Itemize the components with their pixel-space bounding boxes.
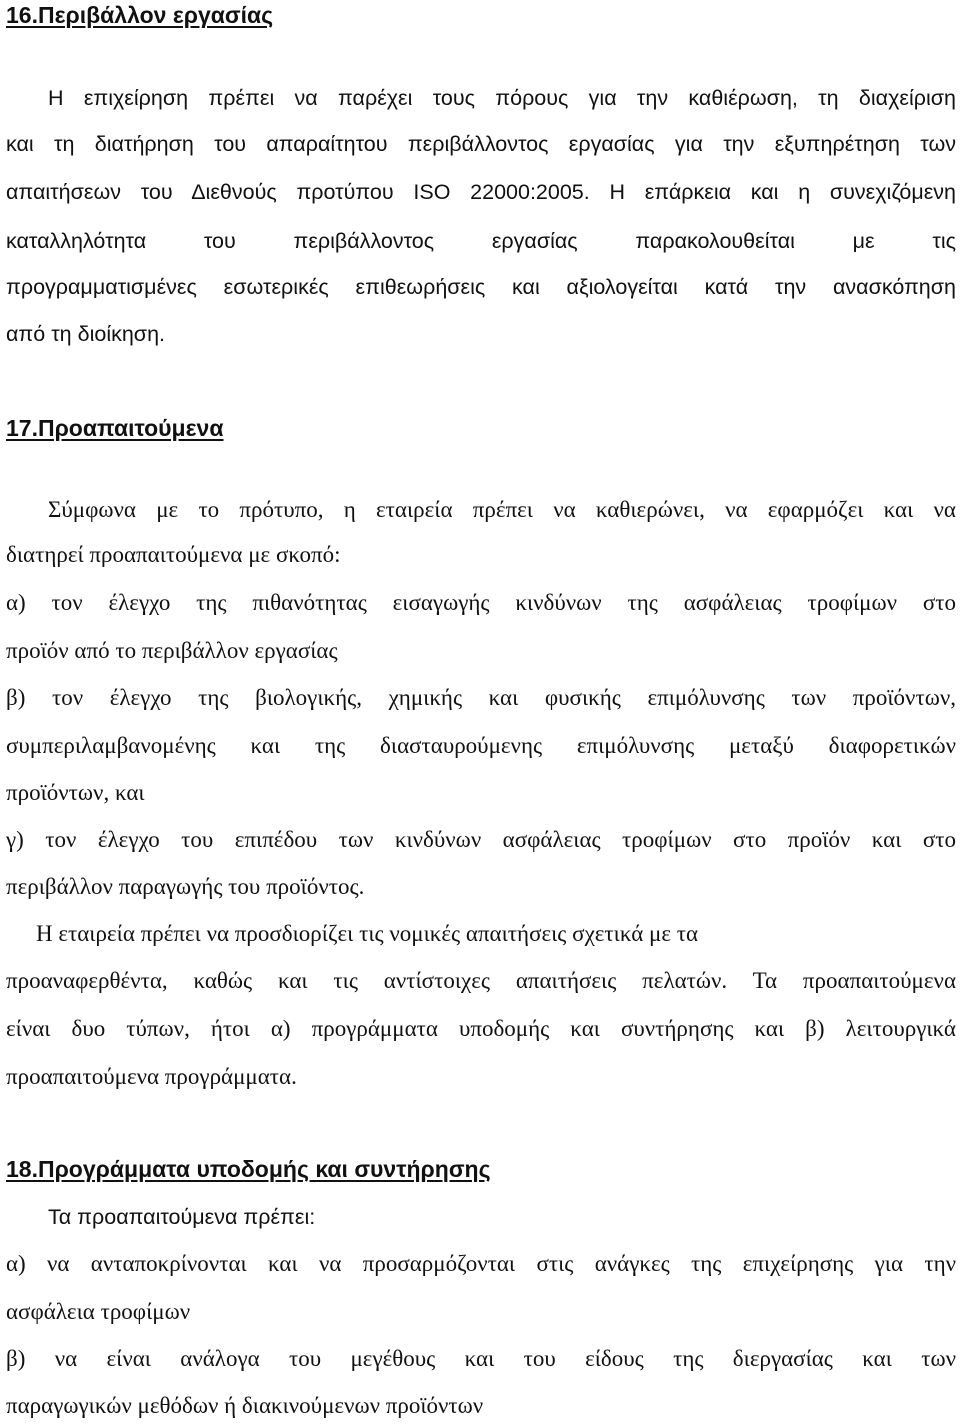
section-16-line-6: από τη διοίκηση. bbox=[6, 322, 166, 346]
section-17-line-12: είναι δυο τύπων, ήτοι α) προγράμματα υποδομής και συντήρησης και β) λειτουργικά bbox=[6, 1016, 956, 1041]
word: διεργασίας bbox=[732, 1346, 833, 1371]
section-17-line-9: περιβάλλον παραγωγής του προϊόντος. bbox=[6, 874, 365, 899]
word: παρακολουθείται bbox=[635, 229, 795, 253]
section-17-line-13: προαπαιτούμενα προγράμματα. bbox=[6, 1064, 297, 1089]
section-16-line-3: απαιτήσεων του Διεθνούς προτύπου ISO 22000:2005. Η επάρκεια και η συνεχιζόμενη bbox=[6, 180, 956, 204]
word: μεγέθους bbox=[350, 1346, 436, 1371]
section-16-line-1: Η επιχείρηση πρέπει να παρέχει τους πόρους για την καθιέρωση, τη διαχείριση bbox=[48, 86, 956, 110]
section-17-line-7: προϊόντων, και bbox=[6, 780, 145, 805]
word: β) bbox=[6, 1346, 26, 1371]
section-17-line-3: α) τον έλεγχο της πιθανότητας εισαγωγής κινδύνων της ασφάλειας τροφίμων στο bbox=[6, 590, 956, 615]
word: με bbox=[852, 229, 875, 253]
section-17-line-1: Σύμφωνα με το πρότυπο, η εταιρεία πρέπει να καθιερώνει, να εφαρμόζει και να bbox=[48, 497, 956, 522]
word: τις bbox=[932, 229, 956, 253]
section-17-line-10: Η εταιρεία πρέπει να προσδιορίζει τις νομικές απαιτήσεις σχετικά με τα bbox=[36, 921, 699, 946]
word: και bbox=[464, 1346, 495, 1371]
word: του bbox=[523, 1346, 556, 1371]
section-18-line-3: ασφάλεια τροφίμων bbox=[6, 1299, 191, 1324]
section-17-line-11: προαναφερθέντα, καθώς και τις αντίστοιχες απαιτήσεις πελατών. Τα προαπαιτούμενα bbox=[6, 968, 956, 993]
section-17-line-8: γ) τον έλεγχο του επιπέδου των κινδύνων ασφάλειας τροφίμων στο προϊόν και στο bbox=[6, 827, 956, 852]
section-16-heading: 16.Περιβάλλον εργασίας bbox=[6, 2, 274, 28]
section-16-line-2: και τη διατήρηση του απαραίτητου περιβάλλοντος εργασίας για την εξυπηρέτηση των bbox=[6, 132, 956, 156]
word: και bbox=[862, 1346, 892, 1371]
word: του bbox=[203, 229, 236, 253]
word: περιβάλλοντος bbox=[293, 229, 435, 253]
section-18-line-1: Τα προαπαιτούμενα πρέπει: bbox=[48, 1205, 316, 1229]
section-18-heading: 18.Προγράμματα υποδομής και συντήρησης bbox=[6, 1156, 491, 1182]
word: εργασίας bbox=[491, 229, 578, 253]
section-17-line-6: συμπεριλαμβανομένης και της διασταυρούμενης επιμόλυνσης μεταξύ διαφορετικών bbox=[6, 733, 956, 758]
section-17-heading: 17.Προαπαιτούμενα bbox=[6, 415, 224, 441]
word: του bbox=[289, 1346, 322, 1371]
word: είναι bbox=[106, 1346, 151, 1371]
section-17-line-4: προϊόν από το περιβάλλον εργασίας bbox=[6, 638, 338, 663]
section-17-line-2: διατηρεί προαπαιτούμενα με σκοπό: bbox=[6, 542, 341, 567]
word: είδους bbox=[585, 1346, 644, 1371]
section-16-line-4 bbox=[6, 229, 956, 254]
word: της bbox=[673, 1346, 704, 1371]
section-18-line-2: α) να ανταποκρίνονται και να προσαρμόζονται στις ανάγκες της επιχείρησης για την bbox=[6, 1251, 956, 1276]
section-16-line-5: προγραμματισμένες εσωτερικές επιθεωρήσεις και αξιολογείται κατά την ανασκόπηση bbox=[6, 275, 956, 299]
section-17-line-5: β) τον έλεγχο της βιολογικής, χημικής και φυσικής επιμόλυνσης των προϊόντων, bbox=[6, 685, 956, 710]
section-18-line-4 bbox=[6, 1346, 956, 1372]
word: των bbox=[921, 1346, 956, 1371]
word: καταλληλότητα bbox=[6, 229, 147, 253]
word: ανάλογα bbox=[180, 1346, 260, 1371]
word: να bbox=[54, 1346, 78, 1371]
section-18-line-5: παραγωγικών μεθόδων ή διακινούμενων προϊόντων bbox=[6, 1393, 484, 1418]
